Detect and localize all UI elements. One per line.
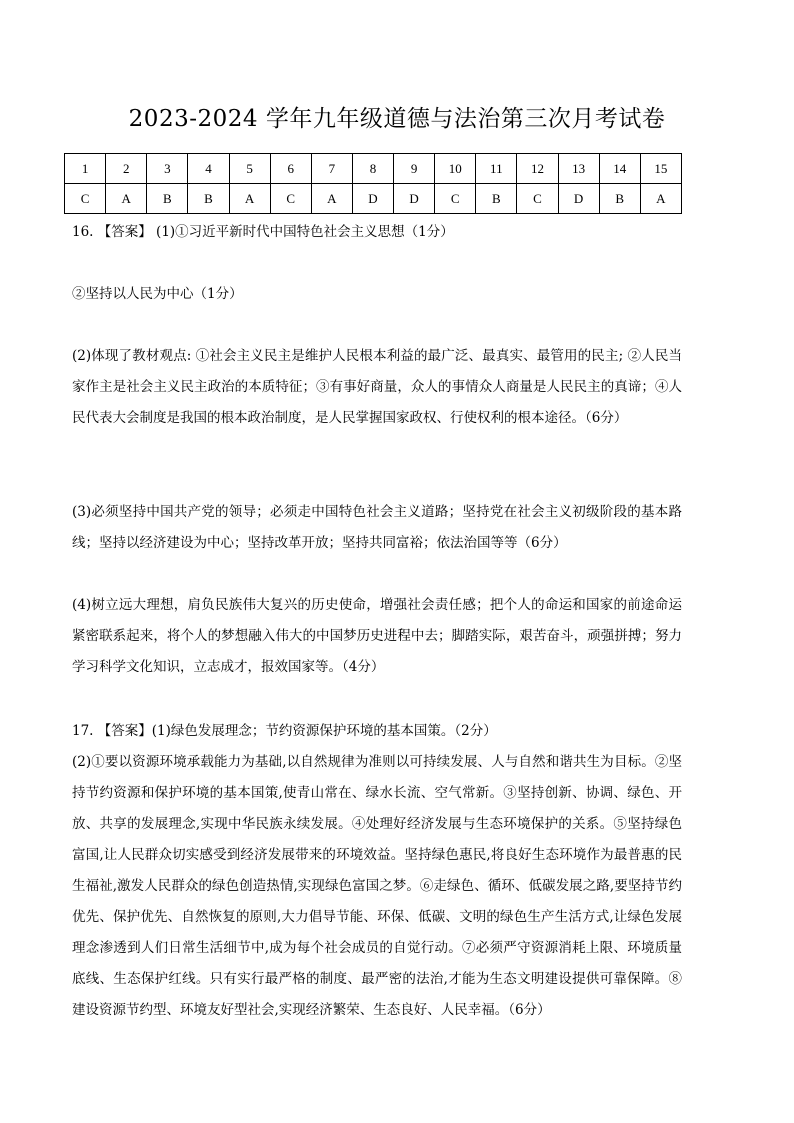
question-number: 1	[65, 154, 106, 184]
q17-part2	[72, 747, 682, 1026]
question-number: 15	[640, 154, 681, 184]
question-number: 3	[147, 154, 188, 184]
question-number: 14	[599, 154, 640, 184]
page-title: 2023-2024 学年九年级道德与法治第三次月考试卷	[128, 106, 666, 132]
answer-cell: D	[352, 184, 393, 214]
q16-answer-line1	[72, 217, 682, 248]
q17-line1: 17. 【答案】(1)绿色发展理念；节约资源保护环境的基本国策。（2分）	[72, 723, 497, 739]
answer-table-number-row	[65, 154, 682, 184]
q16-part4	[72, 590, 682, 683]
q17-part2-text: (2)①要以资源环境承载能力为基础,以自然规律为准则以可持续发展、人与自然和谐共生为目标。②坚持节约资源和保护环境的基本国策,使青山常在、绿水长流、空气常新。③坚持创新、协调、绿色、开放、共享的发展理念,实现中华民族永续发展。④处理好经济发展与生态环境保护的关系。⑤坚持绿色富国,让人民群众切实感受到经济发展带来的环境效益。坚持绿色惠民,将良好生态环境作为最普惠的民生福祉,激发人民群众的绿色创造热情,实现绿色富国之梦。⑥走绿色、循环、低碳发展之路,要坚持节约优先、保护优先、自然恢复的原则,大力倡导节能、环保、低碳、文明的绿色生产生活方式,让绿色发展理念渗透到人们日常生活细节中,成为每个社会成员的自觉行动。⑦必须严守资源消耗上限、环境质量底线、生态保护红线。只有实行最严格的制度、最严密的法治,才能为生态文明建设提供可靠保障。⑧建设资源节约型、环境友好型社会,实现经济繁荣、生态良好、人民幸福。（6分）	[72, 754, 682, 1018]
q16-part3-text: (3)必须坚持中国共产党的领导；必须走中国特色社会主义道路；坚持党在社会主义初级阶段的基本路线；坚持以经济建设为中心；坚持改革开放；坚持共同富裕；依法治国等等（6分）	[72, 504, 682, 551]
question-number: 11	[476, 154, 517, 184]
q16-line1: 16. 【答案】 (1)①习近平新时代中国特色社会主义思想（1分）	[72, 224, 454, 240]
question-number: 2	[106, 154, 147, 184]
answer-cell: A	[229, 184, 270, 214]
answer-cell: C	[435, 184, 476, 214]
answer-cell: A	[106, 184, 147, 214]
answer-cell: C	[517, 184, 558, 214]
answer-cell: B	[599, 184, 640, 214]
question-number: 6	[270, 154, 311, 184]
q17-answer-line1	[72, 716, 682, 747]
answer-cell: D	[394, 184, 435, 214]
question-number: 13	[558, 154, 599, 184]
q16-part2-text: (2)体现了教材观点: ①社会主义民主是维护人民根本利益的最广泛、最真实、最管用的民主; ②人民当家作主是社会主义民主政治的本质特征；③有事好商量，众人的事情众人商量是人民民主的真谛；④人民代表大会制度是我国的根本政治制度，是人民掌握国家政权、行使权利的根本途径。（6分）	[72, 348, 682, 426]
answer-cell: A	[640, 184, 681, 214]
question-number: 5	[229, 154, 270, 184]
answer-cell: B	[188, 184, 229, 214]
question-number: 7	[311, 154, 352, 184]
answer-cell: B	[476, 184, 517, 214]
question-number: 10	[435, 154, 476, 184]
q16-part3	[72, 497, 682, 559]
q16-part4-text: (4)树立远大理想，肩负民族伟大复兴的历史使命，增强社会责任感；把个人的命运和国家的前途命运紧密联系起来，将个人的梦想融入伟大的中国梦历史进程中去；脚踏实际，艰苦奋斗，顽强拼搏；努力学习科学文化知识，立志成才，报效国家等。（4分）	[72, 597, 682, 675]
answer-cell: B	[147, 184, 188, 214]
q16-part2	[72, 341, 682, 434]
answer-table-answer-row	[65, 184, 682, 214]
q16-line2: ②坚持以人民为中心（1分）	[72, 286, 243, 302]
q16-answer-line2	[72, 279, 682, 310]
question-number: 9	[394, 154, 435, 184]
question-number: 8	[352, 154, 393, 184]
question-number: 12	[517, 154, 558, 184]
answer-cell: A	[311, 184, 352, 214]
answer-cell: C	[65, 184, 106, 214]
answer-table	[64, 153, 682, 214]
answer-cell: C	[270, 184, 311, 214]
question-number: 4	[188, 154, 229, 184]
answer-cell: D	[558, 184, 599, 214]
